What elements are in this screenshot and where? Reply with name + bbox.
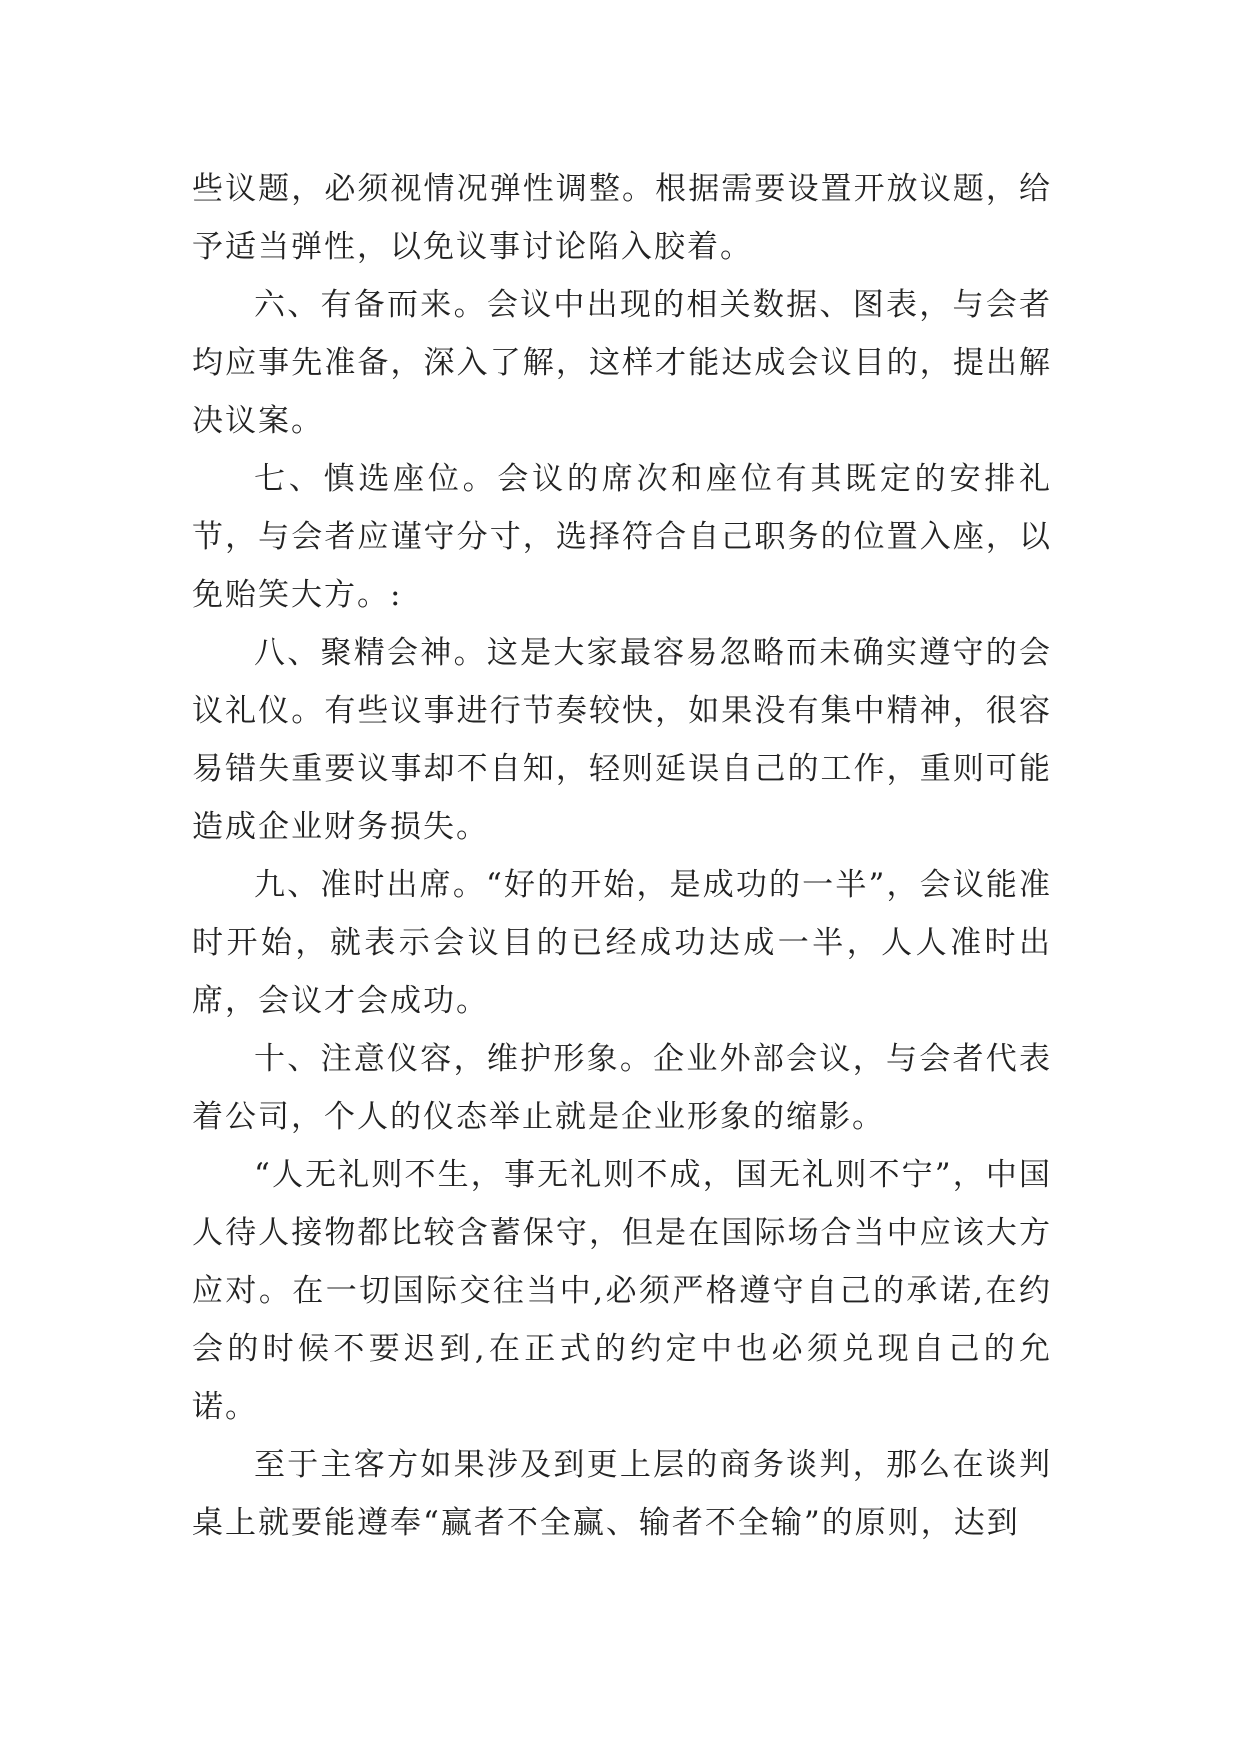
paragraph-quote: “人无礼则不生，事无礼则不成，国无礼则不宁”，中国人待人接物都比较含蓄保守，但是在国际场合当中应该大方应对。在一切国际交往当中,必须严格遵守自己的承诺,在约会的时候不要迟到,在正式的约定中也必须兑现自己的允诺。 [192, 1157, 1052, 1425]
paragraph-item-10: 十、注意仪容，维护形象。企业外部会议，与会者代表着公司，个人的仪态举止就是企业形象的缩影。 [192, 1041, 1052, 1135]
paragraph-item-8: 八、聚精会神。这是大家最容易忽略而未确实遵守的会议礼仪。有些议事进行节奏较快，如果没有集中精神，很容易错失重要议事却不自知，轻则延误自己的工作，重则可能造成企业财务损失。 [192, 635, 1052, 845]
paragraph-continuation: 些议题，必须视情况弹性调整。根据需要设置开放议题，给予适当弹性，以免议事讨论陷入胶着。 [192, 171, 1052, 265]
paragraph-item-9: 九、准时出席。“好的开始，是成功的一半”，会议能准时开始，就表示会议目的已经成功达成一半，人人准时出席，会议才会成功。 [192, 867, 1052, 1019]
paragraph-negotiation: 至于主客方如果涉及到更上层的商务谈判，那么在谈判桌上就要能遵奉“赢者不全赢、输者不全输”的原则，达到 [192, 1447, 1052, 1541]
paragraph-item-7: 七、慎选座位。会议的席次和座位有其既定的安排礼节，与会者应谨守分寸，选择符合自己职务的位置入座，以免贻笑大方。: [192, 461, 1052, 613]
document-body [192, 160, 1052, 1552]
paragraph-item-6: 六、有备而来。会议中出现的相关数据、图表，与会者均应事先准备，深入了解，这样才能达成会议目的，提出解决议案。 [192, 287, 1052, 439]
